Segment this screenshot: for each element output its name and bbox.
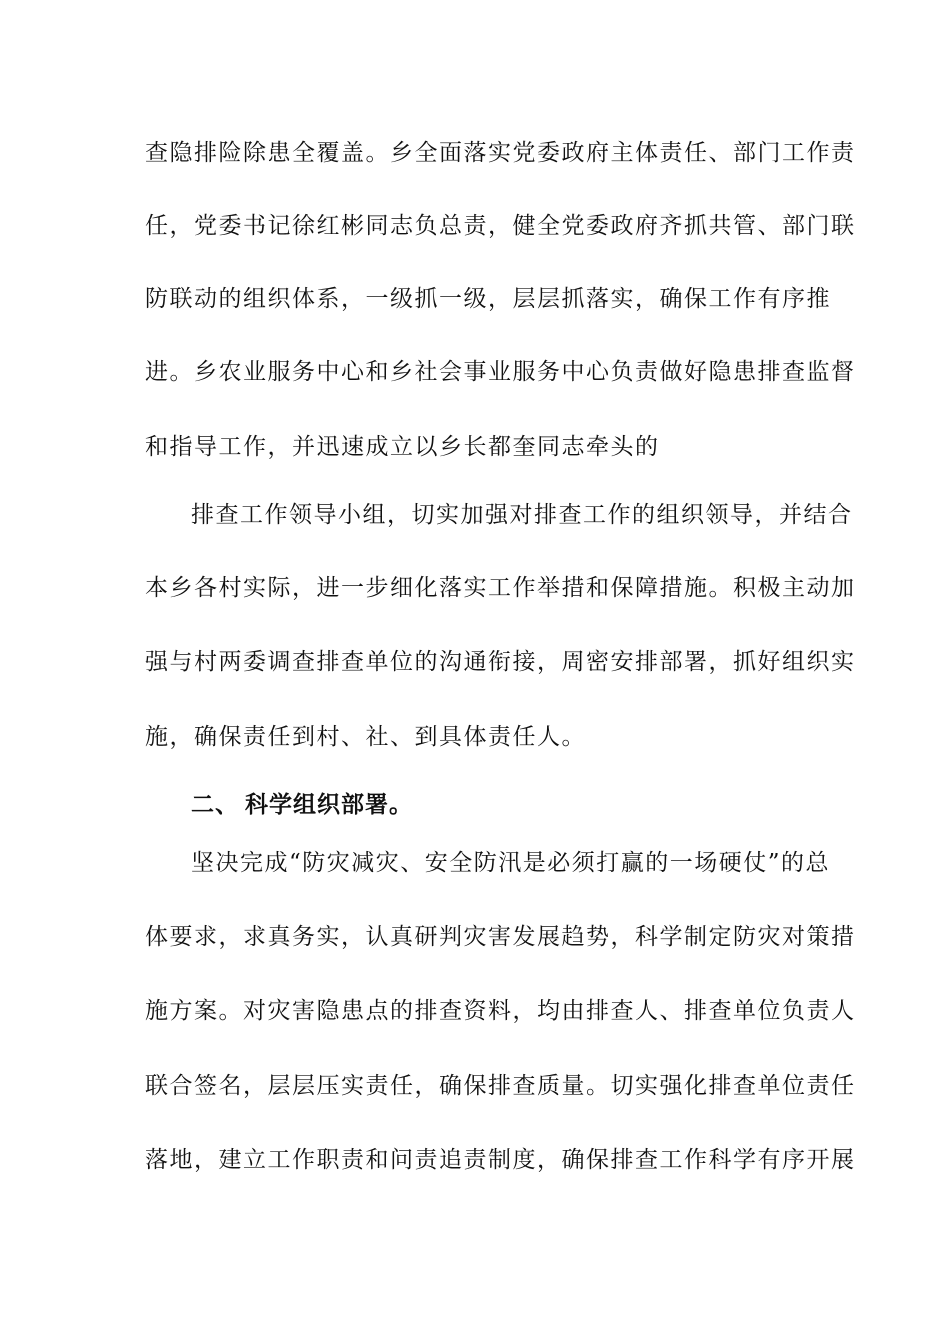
paragraph-1-line-5: 和指导工作，并迅速成立以乡长都奎同志牵头的 [145,434,660,460]
paragraph-2-line-3: 强与村两委调查排查单位的沟通衔接，周密安排部署，抓好组织实 [145,649,856,675]
paragraph-2-line-4: 施，确保责任到村、社、到具体责任人。 [145,724,586,750]
paragraph-3-line-5: 落地，建立工作职责和问责追责制度，确保排查工作科学有序开展 [145,1147,856,1173]
paragraph-3-line-3: 施方案。对灾害隐患点的排查资料，均由排查人、排查单位负责人 [145,998,856,1024]
section-heading [191,790,795,820]
paragraph-2-line-1: 排查工作领导小组，切实加强对排查工作的组织领导，并结合 [191,502,853,528]
paragraph-3-line-1: 坚决完成“防灾减灾、安全防汛是必须打赢的一场硬仗”的总 [191,850,831,876]
paragraph-1-line-3: 防联动的组织体系，一级抓一级，层层抓落实，确保工作有序推 [145,286,831,312]
paragraph-3-line-4: 联合签名，层层压实责任，确保排查质量。切实强化排查单位责任 [145,1073,856,1099]
paragraph-1-line-1: 查隐排险除患全覆盖。乡全面落实党委政府主体责任、部门工作责 [145,140,856,166]
paragraph-1-line-4: 进。乡农业服务中心和乡社会事业服务中心负责做好隐患排查监督 [145,359,856,385]
paragraph-2-line-2: 本乡各村实际，进一步细化落实工作举措和保障措施。积极主动加 [145,575,856,601]
paragraph-3-line-2: 体要求，求真务实，认真研判灾害发展趋势，科学制定防灾对策措 [145,924,856,950]
paragraph-1-line-2: 任，党委书记徐红彬同志负总责，健全党委政府齐抓共管、部门联 [145,213,856,239]
section-number: 二、 [191,791,239,818]
section-title: 科学组织部署。 [245,791,413,818]
